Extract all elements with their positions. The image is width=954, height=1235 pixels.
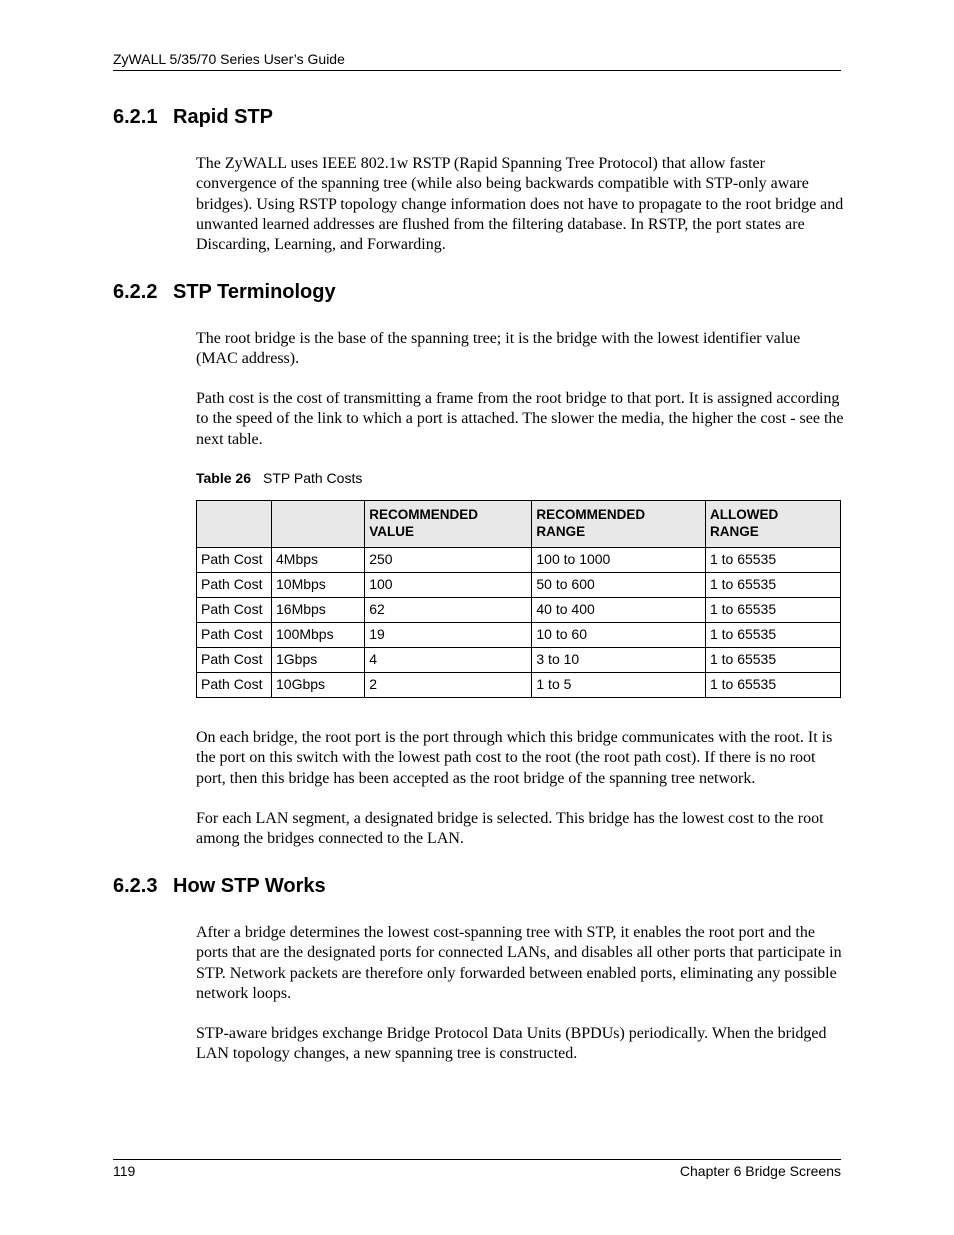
section-number: 6.2.1 bbox=[113, 106, 158, 128]
section-number: 6.2.2 bbox=[113, 281, 158, 303]
table-header-cell bbox=[272, 501, 365, 548]
table-cell: 50 to 600 bbox=[532, 573, 706, 598]
table-cell: 1 to 65535 bbox=[705, 648, 840, 673]
table-cell: Path Cost bbox=[197, 623, 272, 648]
table-row bbox=[197, 673, 841, 698]
paragraph-path-cost: Path cost is the cost of transmitting a frame from the root bridge to that port. It is assigned according to the speed of the link to which a port is attached. The slower the media, the higher the cost - see the next table. bbox=[196, 390, 844, 448]
table-cell: 100 to 1000 bbox=[532, 548, 706, 573]
table-cell: 16Mbps bbox=[272, 598, 365, 623]
table-cell: 10 to 60 bbox=[532, 623, 706, 648]
table-cell: Path Cost bbox=[197, 648, 272, 673]
table-cell: 19 bbox=[365, 623, 532, 648]
chapter-title: Chapter 6 Bridge Screens bbox=[679, 1163, 841, 1179]
table-cell: 62 bbox=[365, 598, 532, 623]
table-cell: 1 to 65535 bbox=[705, 573, 840, 598]
section-heading-how-stp-works bbox=[113, 875, 326, 898]
table-cell: 1 to 65535 bbox=[705, 598, 840, 623]
table-header-cell: RECOMMENDED RANGE bbox=[532, 501, 706, 548]
paragraph-stp-operation: After a bridge determines the lowest cost-spanning tree with STP, it enables the root port and the ports that are the designated ports for connected LANs, and disables all other ports that participate in STP. Network packets are therefore only forwarded between enabled ports, eliminating any possible network loops. bbox=[196, 924, 842, 1002]
table-cell: 100Mbps bbox=[272, 623, 365, 648]
table-row bbox=[197, 598, 841, 623]
table-cell: 10Mbps bbox=[272, 573, 365, 598]
table-cell: Path Cost bbox=[197, 673, 272, 698]
paragraph-designated-bridge: For each LAN segment, a designated bridge is selected. This bridge has the lowest cost to the root among the bridges connected to the LAN. bbox=[196, 810, 824, 848]
table-cell: 2 bbox=[365, 673, 532, 698]
table-cell: 4Mbps bbox=[272, 548, 365, 573]
table-cell: Path Cost bbox=[197, 573, 272, 598]
paragraph-root-port: On each bridge, the root port is the port through which this bridge communicates with the root. It is the port on this switch with the lowest path cost to the root (the root path cost). If there is no root port, then this bridge has been accepted as the root bridge of the spanning tree network. bbox=[196, 729, 833, 787]
table-row bbox=[197, 573, 841, 598]
table-header-cell: ALLOWED RANGE bbox=[705, 501, 840, 548]
table-cell: 40 to 400 bbox=[532, 598, 706, 623]
section-title: How STP Works bbox=[173, 875, 326, 897]
table-cell: 1 to 65535 bbox=[705, 623, 840, 648]
section-title: Rapid STP bbox=[173, 106, 274, 128]
table-cell: 1 to 65535 bbox=[705, 673, 840, 698]
table-caption-number: Table 26 bbox=[196, 470, 251, 486]
table-header-row bbox=[197, 501, 841, 548]
table-cell: 100 bbox=[365, 573, 532, 598]
table-cell: 10Gbps bbox=[272, 673, 365, 698]
table-header-cell: RECOMMENDED VALUE bbox=[365, 501, 532, 548]
table-caption-title: STP Path Costs bbox=[263, 470, 363, 486]
table-caption bbox=[196, 470, 362, 486]
table-header-cell bbox=[197, 501, 272, 548]
table-cell: 1 to 5 bbox=[532, 673, 706, 698]
stp-path-costs-table bbox=[196, 500, 841, 698]
running-header bbox=[113, 51, 841, 71]
table-cell: 4 bbox=[365, 648, 532, 673]
guide-title: ZyWALL 5/35/70 Series User’s Guide bbox=[113, 51, 345, 67]
section-heading-stp-terminology bbox=[113, 281, 336, 304]
running-footer bbox=[113, 1159, 841, 1179]
table-cell: Path Cost bbox=[197, 598, 272, 623]
table-cell: 3 to 10 bbox=[532, 648, 706, 673]
section-number: 6.2.3 bbox=[113, 875, 158, 897]
table-cell: Path Cost bbox=[197, 548, 272, 573]
section-heading-rapid-stp bbox=[113, 106, 273, 129]
table-cell: 1Gbps bbox=[272, 648, 365, 673]
table-cell: 1 to 65535 bbox=[705, 548, 840, 573]
section-title: STP Terminology bbox=[173, 281, 336, 303]
paragraph-bpdu: STP-aware bridges exchange Bridge Protocol Data Units (BPDUs) periodically. When the bridged LAN topology changes, a new spanning tree is constructed. bbox=[196, 1025, 827, 1063]
table-row bbox=[197, 623, 841, 648]
paragraph-rapid-stp: The ZyWALL uses IEEE 802.1w RSTP (Rapid Spanning Tree Protocol) that allow faster convergence of the spanning tree (while also being backwards compatible with STP-only aware bridges). Using RSTP topology change information does not have to propagate to the root bridge and unwanted learned addresses are flushed from the filtering database. In RSTP, the port states are Discarding, Learning, and Forwarding. bbox=[196, 155, 844, 254]
table-row bbox=[197, 648, 841, 673]
table-cell: 250 bbox=[365, 548, 532, 573]
paragraph-root-bridge: The root bridge is the base of the spanning tree; it is the bridge with the lowest identifier value (MAC address). bbox=[196, 330, 801, 368]
table-row bbox=[197, 548, 841, 573]
page-number: 119 bbox=[113, 1163, 136, 1179]
